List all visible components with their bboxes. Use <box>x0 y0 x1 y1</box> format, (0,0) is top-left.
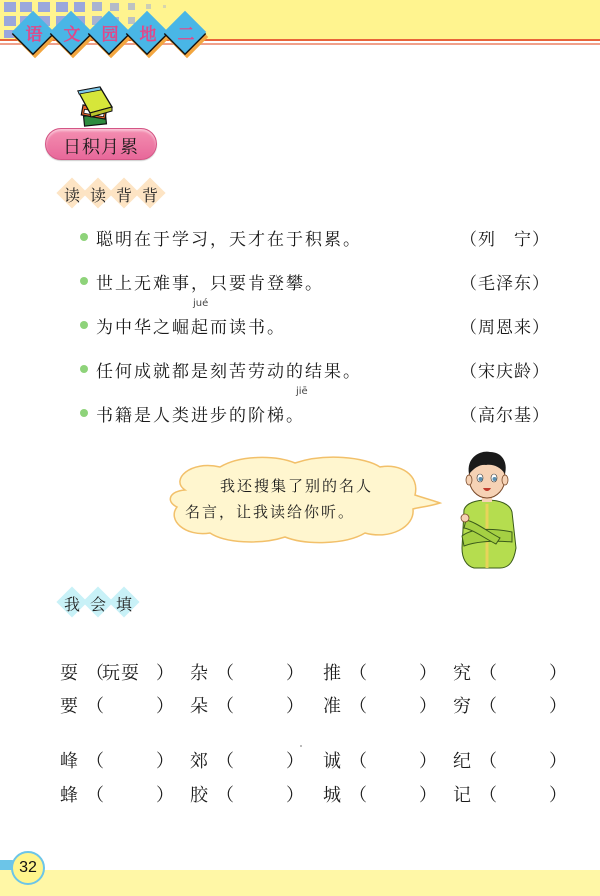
given-character: 蜂 <box>60 785 78 806</box>
given-character: 胶 <box>190 785 208 806</box>
fill-in-item <box>190 745 310 775</box>
fill-in-item <box>60 657 180 687</box>
open-paren: （ <box>479 696 497 717</box>
open-paren: （ <box>216 785 234 806</box>
fill-in-item <box>453 779 573 809</box>
given-character: 准 <box>323 696 341 717</box>
subsection-label-read-recite <box>55 178 165 208</box>
given-character: 记 <box>453 785 471 806</box>
open-paren: （ <box>216 751 234 772</box>
quote-item <box>80 298 550 340</box>
fill-in-row <box>55 690 565 720</box>
close-paren: ） <box>549 663 567 684</box>
bubble-text-line1: 我还搜集了别的名人 <box>220 477 374 495</box>
quote-author: （高尔基） <box>460 406 550 426</box>
title-char: 二 <box>177 25 195 45</box>
title-char: 园 <box>101 25 119 45</box>
close-paren: ） <box>549 696 567 717</box>
fill-in-item <box>453 745 573 775</box>
open-paren: （ <box>479 751 497 772</box>
label-char: 我 <box>63 595 80 614</box>
close-paren: ） <box>549 751 567 772</box>
open-paren: （ <box>349 751 367 772</box>
given-character: 耍 <box>60 663 78 684</box>
label-char: 读 <box>89 186 106 205</box>
close-paren: ） <box>419 696 437 717</box>
close-paren: ） <box>286 663 304 684</box>
fill-in-item <box>190 779 310 809</box>
quote-item <box>80 222 550 252</box>
open-paren: （ <box>349 696 367 717</box>
bullet-dot-icon <box>80 321 88 329</box>
bullet-dot-icon <box>80 233 88 241</box>
close-paren: ） <box>286 696 304 717</box>
open-paren: （ <box>349 663 367 684</box>
quote-text: 任何成就都是刻苦劳动的结果。 <box>96 362 362 382</box>
label-char: 填 <box>115 595 132 614</box>
section-title-pill <box>45 128 157 160</box>
fill-in-row <box>55 745 565 775</box>
open-paren: （ <box>349 785 367 806</box>
given-character: 峰 <box>60 751 78 772</box>
fill-in-item <box>323 657 443 687</box>
quote-item <box>80 354 550 384</box>
fill-in-item <box>60 779 180 809</box>
close-paren: ） <box>156 785 174 806</box>
quote-text: 世上无难事，只要肯登攀。 <box>96 274 324 294</box>
bubble-text-line2: 名言，让我读给你听。 <box>185 503 356 521</box>
open-paren: （ <box>86 696 104 717</box>
bullet-dot-icon <box>80 409 88 417</box>
fill-in-item <box>190 690 310 720</box>
close-paren: ） <box>156 663 174 684</box>
section-title: 日积月累 <box>63 137 139 158</box>
given-character: 诚 <box>323 751 341 772</box>
close-paren: ） <box>156 751 174 772</box>
close-paren: ） <box>419 663 437 684</box>
close-paren: ） <box>549 785 567 806</box>
quote-author: （宋庆龄） <box>460 362 550 382</box>
given-character: 要 <box>60 696 78 717</box>
label-char: 会 <box>89 595 106 614</box>
fill-in-row <box>55 779 565 809</box>
given-character: 郊 <box>190 751 208 772</box>
fill-in-item <box>323 690 443 720</box>
label-char: 背 <box>115 186 132 205</box>
open-paren: （ <box>216 696 234 717</box>
given-character: 推 <box>323 663 341 684</box>
given-character: 穷 <box>453 696 471 717</box>
fill-in-item <box>60 690 180 720</box>
quote-author: （毛泽东） <box>460 274 550 294</box>
close-paren: ） <box>419 785 437 806</box>
quote-text: 聪明在于学习，天才在于积累。 <box>96 230 362 250</box>
boy-character-illustration <box>452 448 522 570</box>
fill-in-item <box>60 745 180 775</box>
quote-item <box>80 386 550 428</box>
open-paren: （ <box>216 663 234 684</box>
label-char: 读 <box>63 186 80 205</box>
cloud-bubble-shape <box>165 455 445 545</box>
quote-text: 为中华之崛起而读书。 <box>96 318 286 338</box>
close-paren: ） <box>419 751 437 772</box>
fill-in-item <box>323 779 443 809</box>
bullet-dot-icon <box>80 365 88 373</box>
open-paren: （ <box>479 663 497 684</box>
bullet-dot-icon <box>80 277 88 285</box>
title-diamond <box>168 16 210 58</box>
given-character: 究 <box>453 663 471 684</box>
fill-in-item <box>190 657 310 687</box>
open-paren: （ <box>86 663 104 684</box>
quote-author: （列 宁） <box>460 230 550 250</box>
fill-in-item <box>453 657 573 687</box>
open-paren: （ <box>86 785 104 806</box>
quote-text: 书籍是人类进步的阶梯。 <box>96 406 305 426</box>
footer-band <box>0 870 600 896</box>
subsection-label-fill-in <box>55 587 145 617</box>
close-paren: ） <box>286 751 304 772</box>
title-char: 语 <box>25 25 43 45</box>
fill-in-item <box>453 690 573 720</box>
close-paren: ） <box>286 785 304 806</box>
title-char: 文 <box>63 25 81 45</box>
open-paren: （ <box>86 751 104 772</box>
books-icon <box>70 85 120 130</box>
given-character: 杂 <box>190 663 208 684</box>
label-char: 背 <box>141 186 158 205</box>
given-character: 纪 <box>453 751 471 772</box>
pinyin-annotation: jiē <box>296 386 308 397</box>
given-character: 城 <box>323 785 341 806</box>
page-number-badge <box>11 851 45 885</box>
quote-author: （周恩来） <box>460 318 550 338</box>
page-number: 32 <box>19 859 37 876</box>
speech-bubble <box>165 455 445 545</box>
title-char: 地 <box>139 25 157 45</box>
pinyin-annotation: jué <box>193 298 209 309</box>
quote-item <box>80 266 550 296</box>
close-paren: ） <box>156 696 174 717</box>
fill-in-item <box>323 745 443 775</box>
answer-blank[interactable]: 玩耍 <box>102 663 140 684</box>
fill-in-row <box>55 657 565 687</box>
open-paren: （ <box>479 785 497 806</box>
given-character: 朵 <box>190 696 208 717</box>
